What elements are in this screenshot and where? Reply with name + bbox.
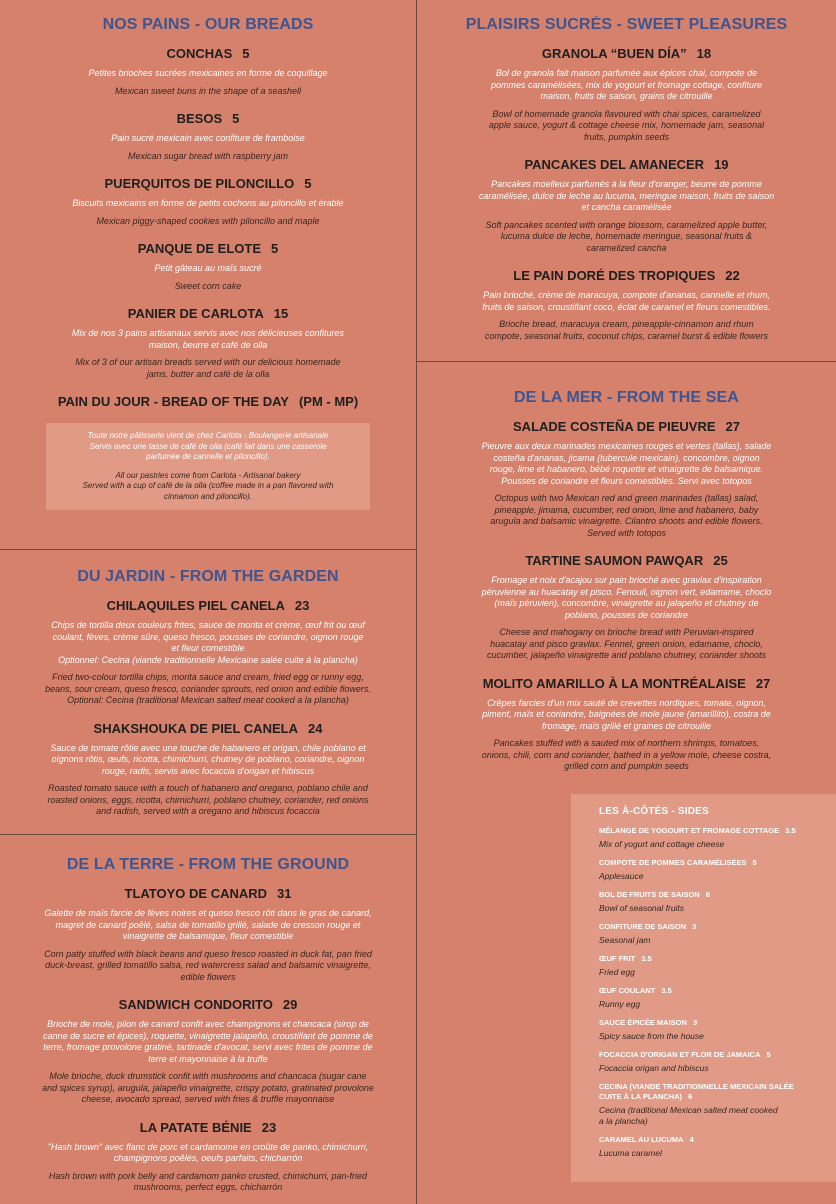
section-title: DE LA MER - FROM THE SEA [514,389,739,406]
item-name [38,176,378,191]
sides-title: LES À-CÔTÉS - SIDES [599,806,709,817]
item-description-english: Octopus with two Mexican red and green marinades (tallas) salad, pineapple, jimama, cucumber, red onion, lime and habanero, baby arugula and balsamic vinaigrette. Cilantro shoots and edible flowers. Served with totopos [490,493,763,538]
item-price: 19 [714,157,729,172]
side-title: CONFITURE DE SAISON [599,922,687,931]
side-description: Spicy sauce from the house [599,1031,704,1041]
side-item [599,1050,808,1074]
item-description-english: Bowl of homemade granola flavoured with chai spices, caramelized apple sauce, yogurt & cottage cheese mix, homemade jam, seasonal fruits, pumpkin seeds [488,108,765,142]
side-description: Lucuma caramel [599,1148,662,1158]
item-price: 15 [273,306,289,321]
menu-item [457,157,796,254]
side-description: Runny egg [599,999,641,1009]
side-name [599,1135,808,1145]
section-title: PLAISIRS SUCRÉS - SWEET PLEASURES [465,16,788,33]
side-description: Cecina (traditional Mexican salted meat cooked a la plancha) [599,1105,778,1126]
item-price: 23 [294,598,310,613]
side-title: ŒUF COULANT [599,986,656,995]
section-divider [0,549,416,550]
item-title: TARTINE SAUMON PAWQAR [525,553,704,568]
item-description-french: Sauce de tomate rôtie avec une touche de habanero et origan, chile poblano et oignons rôtis, œufs, ricotta, chimichurri, chutney de poblano, coriandre, oignon rouge, radis, servis avec focaccia d'origan et hibiscus [50,742,366,776]
item-name [457,157,796,172]
item-price: 24 [307,720,323,736]
item-description-french: Pain sucré mexicain avec confiture de framboise [111,133,305,143]
item-title: SALADE COSTEÑA DE PIEUVRE [513,419,716,434]
menu-item [20,1120,396,1194]
item-name [457,268,796,283]
section-divider [417,361,836,362]
garden-section [0,568,416,830]
item-price: 27 [725,419,740,434]
side-item [599,1082,808,1127]
item-title: GRANOLA “BUEN DÍA” [541,46,687,61]
item-description-english: Mole brioche, duck drumstick confit with mushrooms and chancaca (sugar cane and spices syrup), arugula, jalapeño vinaigrette, crispy potato, gratinated provolone cheese, avocado spread, served with fries & truffle mayonnaise [42,1071,374,1104]
section-divider [0,834,416,835]
item-description-english: Cheese and mahogany on brioche bread with Peruvian-inspired huacatay and pisco gravlax. Fennel, green onion, edamame, choclo, cucumber, jalapeño vinaigrette and poblano chutney, coriander shoots [486,627,767,660]
sea-section [417,389,836,789]
item-title: CONCHAS [166,46,233,61]
item-price: 23 [261,1119,277,1135]
side-name [599,1082,808,1102]
item-description-french: Chips de tortilla deux couleurs frites, sauce de morita et crème, œuf frit ou œuf coulant, fèves, crème sûre, queso fresco, pousses de coriandre, oignon rouge et fleur comestible Optionnel: Cecina (viande traditionnelle Mexicaine salée cuite à la plancha) [51,620,365,665]
side-name [599,858,808,868]
item-description-french: Galette de maïs farcie de fèves noires et queso fresco rôti dans le gras de canard, magret de canard poêlé, salsa de tomatillo grillé, salade de cresson rouge et vinaigrette de balsamique, fleur comestible [44,908,372,941]
item-description-english: Roasted tomato sauce with a touch of habanero and oregano, poblano chile and roasted onions, eggs, ricotta, chimichurri, poblano chutney, coriander, red onions and radish, served with a oregano and hibiscus focaccia [47,783,369,816]
side-title: CARAMEL AU LUCUMA [599,1135,684,1144]
menu-item [457,46,796,143]
item-title: SHAKSHOUKA DE PIEL CANELA [93,720,298,736]
item-price: 18 [696,46,712,61]
item-description-french: Petit gâteau au maïs sucré [154,263,262,273]
side-price: 3.5 [785,826,796,835]
sides-box [571,794,836,1182]
item-name [38,241,378,256]
item-description-french: Mix de nos 3 pains artisanaux servis avec nos délicieuses confitures maison, beurre et café de olla [71,328,345,350]
item-description-french: Pieuvre aux deux marinades mexicaines rouges et vertes (tallas), salade costeña d'ananas, jicama (tubercule mexicain), concombre, oignon rouge, lime et habanero, bébé roquette et vinaigrette de balsamique. Pousses de coriandre et fleurs comestibles. Servi avec totopos [481,441,772,486]
side-price: 6 [705,890,710,899]
side-item [599,858,808,882]
side-name [599,986,808,996]
menu-item [20,598,396,707]
menu-item [20,886,396,983]
menu-item [457,419,796,539]
item-description-french: Petites brioches sucrées mexicaines en forme de coquillage [88,68,328,78]
menu-item [457,676,796,773]
side-item [599,1135,808,1159]
note-english: All our pastries come from Carlota - Artisanal bakery Served with a cup of café de la olla (coffee made in a pan flavored with cinnamon and piloncillo). [82,470,334,501]
section-title: NOS PAINS - OUR BREADS [102,16,314,33]
item-description-french: Pancakes moelleux parfumés à la fleur d'oranger, beurre de pomme caramélisée, dulce de leche au lucuma, meringue maison, fruits de saison et cancha caramélisée [478,179,775,212]
item-price: (PM - MP) [298,394,359,409]
item-description-english: Mix of 3 of our artisan breads served with our delicious homemade jams, butter and café de la olla [75,357,341,379]
side-title: SAUCE ÉPICÉE MAISON [599,1018,687,1027]
item-description-french: Pain brioché, crème de maracuya, compote d'ananas, cannelle et rhum, fruits de saison, croustillant coco, éclat de caramel et fleurs comestibles. [482,290,771,312]
item-title: PANIER DE CARLOTA [127,306,264,321]
item-description-english: Sweet corn cake [174,280,242,291]
item-name [20,1120,396,1135]
item-description-english: Brioche bread, maracuya cream, pineapple-cinnamon and rhum compote, seasonal fruits, coconut chips, caramel burst & edible flowers [484,319,769,341]
item-description-english: Mexican piggy-shaped cookies with piloncillo and maple [96,215,320,226]
side-name [599,1018,808,1028]
item-title: MOLITO AMARILLO À LA MONTRÉALAISE [482,675,746,691]
item-name [20,598,396,613]
side-item [599,890,808,914]
item-title: TLATOYO DE CANARD [124,886,268,901]
side-title: ŒUF FRIT [599,954,636,963]
side-title: MÉLANGE DE YOGOURT ET FROMAGE COTTAGE [599,826,780,835]
section-title: DU JARDIN - FROM THE GARDEN [77,568,339,585]
item-name [38,111,378,126]
item-description-english: Soft pancakes scented with orange blossom, caramelized apple butter, lucuma dulce de leche, homemade meringue, seasonal fruits & caramelized cancha [485,219,768,253]
item-description-english: Hash brown with pork belly and cardamom panko crusted, chimichurri, pan-fried mushrooms, perfect eggs, chicharrón [48,1170,368,1192]
side-name [599,1050,808,1060]
menu-item [38,394,378,409]
ground-section [0,856,416,1204]
item-description-english: Mexican sugar bread with raspberry jam [127,150,289,161]
item-price: 29 [282,997,298,1012]
item-name [38,46,378,61]
side-price: 3 [692,1018,698,1027]
item-description-english: Pancakes stuffed with a sauted mix of northern shrimps, tomatoes, onions, chili, corn and coriander, bathed in a yellow mole, cheese costra, grilled corn and pumpkin seeds [481,738,772,771]
note-french: Toute notre pâtisserie vient de chez Carlota - Boulangerie artisanale Servis avec une tasse de café de olla (café fait dans une casserole parfumée de cannelle et piloncillo). [87,431,329,461]
item-name [20,721,396,736]
breads-section [0,16,416,546]
menu-item [20,997,396,1106]
side-price: 3.5 [641,954,652,963]
item-name [457,419,796,434]
item-title: SANDWICH CONDORITO [118,997,273,1012]
pastry-note [46,423,370,510]
side-title: CECINA (VIANDE TRADITIONNELLE MEXICAIN SALÉE CUITE À LA PLANCHA) [599,1082,794,1101]
side-price: 3.5 [661,986,672,995]
side-item [599,826,808,850]
side-price: 6 [688,1092,693,1101]
item-price: 27 [755,675,771,691]
item-title: LA PATATE BÉNIE [139,1119,252,1135]
side-name [599,890,808,900]
side-item [599,954,808,978]
menu-item [38,46,378,97]
item-name [457,676,796,691]
side-price: 5 [766,1050,771,1059]
item-title: LE PAIN DORÉ DES TROPIQUES [513,268,716,283]
item-name [457,46,796,61]
section-title: DE LA TERRE - FROM THE GROUND [66,856,350,873]
item-description-french: Crêpes farcies d'un mix sauté de crevettes nordiques, tomate, oignon, piment, maïs et coriandre, baignées de mole jaune (amarillito), costra de fromage, maïs grillé et graines de citrouille [482,697,771,731]
item-price: 31 [277,886,292,901]
item-description-french: Brioche de mole, pilon de canard confit avec champignons et chancaca (sirop de canne de sucre et épices), roquette, vinaigrette jalapeño, croustillant de pomme de terre, fromage provolone gratiné, tartinade d'avocat, servi avec frites de pomme de terre et mayonnaise à la truffe [43,1019,373,1064]
side-item [599,922,808,946]
menu-item [38,111,378,162]
item-name [20,886,396,901]
item-name [457,553,796,568]
side-price: 5 [752,858,757,867]
side-item [599,1018,808,1042]
side-description: Mix of yogurt and cottage cheese [599,839,725,849]
item-name [38,306,378,321]
side-description: Seasonal jam [599,935,651,945]
side-title: FOCACCIA D'ORIGAN ET FLOR DE JAMAICA [599,1050,761,1059]
item-price: 5 [242,46,250,61]
side-title: BOL DE FRUITS DE SAISON [599,890,700,899]
sweet-section [417,16,836,358]
item-description-french: Biscuits mexicains en forme de petits cochons au piloncillo et érable [72,198,344,208]
item-description-french: Bol de granola fait maison parfumée aux épices chai, compote de pommes caramélisées, mix de yogourt et fromage cottage, confiture maison, fruits de saison, grains de citrouille [490,68,763,101]
side-description: Applesauce [599,871,644,881]
item-name [38,394,378,409]
item-title: PUERQUITOS DE PILONCILLO [104,176,295,191]
menu-item [457,553,796,662]
item-price: 22 [725,268,740,283]
side-name [599,826,808,836]
menu-item [457,268,796,342]
item-title: PANQUE DE ELOTE [137,241,262,256]
side-description: Bowl of seasonal fruits [599,903,685,913]
item-description-english: Mexican sweet buns in the shape of a seashell [114,85,302,96]
side-name [599,922,808,932]
item-price: 5 [271,241,279,256]
item-title: PANCAKES DEL AMANECER [524,157,705,172]
item-price: 5 [232,111,240,126]
side-item [599,986,808,1010]
item-name [20,997,396,1012]
item-description-english: Corn patty stuffed with black beans and queso fresco roasted in duck fat, pan fried duck-breast, grilled tomatillo salsa, red watercress salad and balsamic vinaigrette, edible flowers [44,948,372,982]
item-title: BESOS [176,111,223,126]
item-title: PAIN DU JOUR - BREAD OF THE DAY [57,394,289,409]
item-description-english: Fried two-colour tortilla chips, morita sauce and cream, fried egg or runny egg, beans, sour cream, queso fresco, coriander sprouts, red onion and edible flowers. Optional: Cecina (traditional Mexican salted meat cooked a la plancha) [45,672,371,705]
item-title: CHILAQUILES PIEL CANELA [106,598,285,613]
side-description: Fried egg [599,967,635,977]
item-description-french: Fromage et noix d'acajou sur pain brioché avec gravlax d'inspiration péruvienne au huacatay et pisco. Fenouil, oignon vert, edamame, choclo (maïs péruvien), concombre, vinaigrette au jalapeño et chutney de poblano, pousses de coriandre [481,575,772,620]
item-price: 5 [304,176,312,191]
menu-item [38,306,378,380]
side-description: Focaccia origan and hibiscus [599,1063,709,1073]
menu-item [38,241,378,292]
menu-item [38,176,378,227]
side-name [599,954,808,964]
side-price: 4 [689,1135,694,1144]
menu-item [20,721,396,818]
side-price: 3 [692,922,697,931]
side-title: COMPOTE DE POMMES CARAMÉLISÉES [599,858,747,867]
item-price: 25 [713,553,728,568]
item-description-french: "Hash brown" avec flanc de porc et cardamome en croûte de panko, chimichurri, champignons poêlés, oeufs parfaits, chicharrón [47,1141,369,1163]
